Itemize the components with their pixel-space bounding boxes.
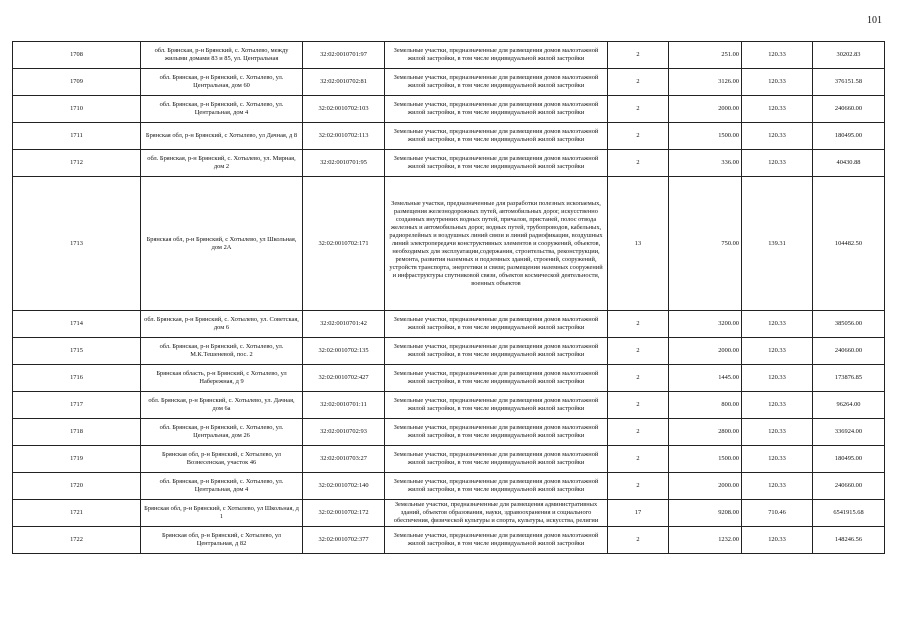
specific-value-cell: 139.31 (742, 177, 813, 311)
use-group-code-cell: 2 (608, 419, 669, 446)
cadastral-value-cell: 30202.83 (813, 42, 885, 69)
use-group-code-cell: 2 (608, 527, 669, 554)
land-use-purpose-cell: Земельные участки, предназначенные для размещения домов малоэтажной жилой застройки, в том числе индивидуальной жилой застройки (385, 150, 608, 177)
address-cell: обл. Брянская, р-н Брянский, с. Хотылево, ул. Центральная, дом 4 (141, 96, 303, 123)
cadastral-number-cell: 32:02:0010702:140 (303, 473, 385, 500)
land-plots-table (12, 41, 885, 554)
row-number-cell: 1718 (13, 419, 141, 446)
land-use-purpose-cell: Земельные участки, предназначенные для размещения домов малоэтажной жилой застройки, в том числе индивидуальной жилой застройки (385, 96, 608, 123)
land-use-purpose-cell: Земельные участки, предназначенные для размещения домов малоэтажной жилой застройки, в том числе индивидуальной жилой застройки (385, 419, 608, 446)
cadastral-number-cell: 32:02:0010702:103 (303, 96, 385, 123)
land-use-purpose-cell: Земельные участки, предназначенные для размещения домов малоэтажной жилой застройки, в том числе индивидуальной жилой застройки (385, 527, 608, 554)
row-number-cell: 1721 (13, 500, 141, 527)
cadastral-number-cell: 32:02:0010702:93 (303, 419, 385, 446)
row-number-cell: 1713 (13, 177, 141, 311)
specific-value-cell: 120.33 (742, 392, 813, 419)
use-group-code-cell: 2 (608, 96, 669, 123)
area-cell: 9208.00 (669, 500, 742, 527)
land-use-purpose-cell: Земельные участки, предназначенные для размещения домов малоэтажной жилой застройки, в том числе индивидуальной жилой застройки (385, 123, 608, 150)
table-row (13, 123, 885, 150)
cadastral-value-cell: 180495.00 (813, 446, 885, 473)
cadastral-value-cell: 240660.00 (813, 338, 885, 365)
table-row (13, 96, 885, 123)
area-cell: 2000.00 (669, 473, 742, 500)
specific-value-cell: 120.33 (742, 69, 813, 96)
cadastral-number-cell: 32:02:0010702:427 (303, 365, 385, 392)
cadastral-value-cell: 180495.00 (813, 123, 885, 150)
cadastral-value-cell: 104482.50 (813, 177, 885, 311)
land-use-purpose-cell: Земельные участки, предназначенные для разработки полезных ископаемых, размещения железнодорожных путей, автомобильных дорог, искусственно созданных внутренних водных путей, причалов, пристаней, полос отвода железных и автомобильных дорог, водных путей, трубопроводов, кабельных, радиорелейных и воздушных линий связи и линий радиофикации, воздушных линий электропередачи конструктивных элементов и сооружений, объектов, необходимых для эксплуатации,содержания, строительства, реконструкции, ремонта, развития наземных и подземных зданий, строений, сооружений, устройств транспорта, энергетики и связи; размещения наземных сооружений и инфраструктуры спутниковой связи, объектов космической деятельности, военных объектов (385, 177, 608, 311)
specific-value-cell: 120.33 (742, 123, 813, 150)
table-row (13, 69, 885, 96)
land-use-purpose-cell: Земельные участки, предназначенные для размещения домов малоэтажной жилой застройки, в том числе индивидуальной жилой застройки (385, 365, 608, 392)
land-use-purpose-cell: Земельные участки, предназначенные для размещения домов малоэтажной жилой застройки, в том числе индивидуальной жилой застройки (385, 392, 608, 419)
cadastral-number-cell: 32:02:0010701:42 (303, 311, 385, 338)
area-cell: 336.00 (669, 150, 742, 177)
row-number-cell: 1717 (13, 392, 141, 419)
land-use-purpose-cell: Земельные участки, предназначенные для размещения домов малоэтажной жилой застройки, в том числе индивидуальной жилой застройки (385, 311, 608, 338)
specific-value-cell: 120.33 (742, 42, 813, 69)
specific-value-cell: 120.33 (742, 446, 813, 473)
row-number-cell: 1722 (13, 527, 141, 554)
address-cell: Брянская обл, р-н Брянский, с Хотылево, ул Школьная, дом 2А (141, 177, 303, 311)
cadastral-value-cell: 240660.00 (813, 473, 885, 500)
table-row (13, 446, 885, 473)
use-group-code-cell: 2 (608, 446, 669, 473)
area-cell: 3200.00 (669, 311, 742, 338)
area-cell: 750.00 (669, 177, 742, 311)
address-cell: Брянская область, р-н Брянский, с Хотылево, ул Набережная, д 9 (141, 365, 303, 392)
use-group-code-cell: 2 (608, 311, 669, 338)
row-number-cell: 1716 (13, 365, 141, 392)
cadastral-number-cell: 32:02:0010702:171 (303, 177, 385, 311)
specific-value-cell: 120.33 (742, 365, 813, 392)
specific-value-cell: 120.33 (742, 150, 813, 177)
land-use-purpose-cell: Земельные участки, предназначенные для размещения домов малоэтажной жилой застройки, в том числе индивидуальной жилой застройки (385, 338, 608, 365)
use-group-code-cell: 17 (608, 500, 669, 527)
table-row (13, 527, 885, 554)
table-row (13, 177, 885, 311)
specific-value-cell: 710.46 (742, 500, 813, 527)
use-group-code-cell: 2 (608, 365, 669, 392)
address-cell: обл. Брянская, р-н Брянский, с. Хотылево, ул. Центральная, дом 26 (141, 419, 303, 446)
row-number-cell: 1714 (13, 311, 141, 338)
land-use-purpose-cell: Земельные участки, предназначенные для размещения домов малоэтажной жилой застройки, в том числе индивидуальной жилой застройки (385, 446, 608, 473)
cadastral-number-cell: 32:02:0010702:172 (303, 500, 385, 527)
cadastral-value-cell: 6541915.68 (813, 500, 885, 527)
land-use-purpose-cell: Земельные участки, предназначенные для размещения административных зданий, объектов образования, науки, здравоохранения и социального обеспечения, физической культуры и спорта, культуры, искусства, религии (385, 500, 608, 527)
use-group-code-cell: 2 (608, 69, 669, 96)
row-number-cell: 1715 (13, 338, 141, 365)
table-row (13, 311, 885, 338)
use-group-code-cell: 2 (608, 150, 669, 177)
table-row (13, 473, 885, 500)
use-group-code-cell: 2 (608, 123, 669, 150)
address-cell: обл. Брянская, р-н Брянский, с. Хотылево, ул. Мирная, дом 2 (141, 150, 303, 177)
area-cell: 251.00 (669, 42, 742, 69)
area-cell: 1500.00 (669, 123, 742, 150)
cadastral-value-cell: 240660.00 (813, 96, 885, 123)
specific-value-cell: 120.33 (742, 473, 813, 500)
cadastral-number-cell: 32:02:0010701:97 (303, 42, 385, 69)
table-row (13, 42, 885, 69)
address-cell: обл. Брянская, р-н Брянский, с. Хотылево, ул. Дачная, дом 6а (141, 392, 303, 419)
page-number: 101 (867, 15, 882, 26)
table-row (13, 500, 885, 527)
land-use-purpose-cell: Земельные участки, предназначенные для размещения домов малоэтажной жилой застройки, в том числе индивидуальной жилой застройки (385, 69, 608, 96)
row-number-cell: 1710 (13, 96, 141, 123)
cadastral-value-cell: 96264.00 (813, 392, 885, 419)
specific-value-cell: 120.33 (742, 527, 813, 554)
row-number-cell: 1720 (13, 473, 141, 500)
row-number-cell: 1711 (13, 123, 141, 150)
table-body (13, 42, 885, 554)
use-group-code-cell: 2 (608, 392, 669, 419)
use-group-code-cell: 2 (608, 473, 669, 500)
address-cell: Брянская обл, р-н Брянский, с Хотылево, ул Вознесенская, участок 46 (141, 446, 303, 473)
table-row (13, 392, 885, 419)
cadastral-number-cell: 32:02:0010702:135 (303, 338, 385, 365)
use-group-code-cell: 2 (608, 42, 669, 69)
area-cell: 2800.00 (669, 419, 742, 446)
cadastral-number-cell: 32:02:0010701:95 (303, 150, 385, 177)
table-row (13, 338, 885, 365)
use-group-code-cell: 13 (608, 177, 669, 311)
row-number-cell: 1719 (13, 446, 141, 473)
area-cell: 1500.00 (669, 446, 742, 473)
address-cell: обл. Брянская, р-н Брянский, с. Хотылево, между жилыми домами 83 и 85, ул. Центральная (141, 42, 303, 69)
area-cell: 3126.00 (669, 69, 742, 96)
address-cell: обл. Брянская, р-н Брянский, с. Хотылево, ул. Советская, дом 6 (141, 311, 303, 338)
cadastral-value-cell: 148246.56 (813, 527, 885, 554)
address-cell: обл. Брянская, р-н Брянский, с. Хотылево, ул. М.К.Тешеневой, пос. 2 (141, 338, 303, 365)
address-cell: Брянская обл, р-н Брянский, с Хотылево, ул Дачная, д 8 (141, 123, 303, 150)
specific-value-cell: 120.33 (742, 311, 813, 338)
cadastral-number-cell: 32:02:0010702:113 (303, 123, 385, 150)
land-use-purpose-cell: Земельные участки, предназначенные для размещения домов малоэтажной жилой застройки, в том числе индивидуальной жилой застройки (385, 42, 608, 69)
cadastral-value-cell: 336924.00 (813, 419, 885, 446)
table-row (13, 365, 885, 392)
area-cell: 2000.00 (669, 96, 742, 123)
address-cell: обл. Брянская, р-н Брянский, с. Хотылево, ул. Центральная, дом 4 (141, 473, 303, 500)
row-number-cell: 1712 (13, 150, 141, 177)
area-cell: 2000.00 (669, 338, 742, 365)
land-use-purpose-cell: Земельные участки, предназначенные для размещения домов малоэтажной жилой застройки, в том числе индивидуальной жилой застройки (385, 473, 608, 500)
cadastral-value-cell: 376151.58 (813, 69, 885, 96)
cadastral-number-cell: 32:02:0010702:377 (303, 527, 385, 554)
table-row (13, 419, 885, 446)
address-cell: Брянская обл, р-н Брянский, с Хотылево, ул Школьная, д 1 (141, 500, 303, 527)
area-cell: 1232.00 (669, 527, 742, 554)
cadastral-value-cell: 40430.88 (813, 150, 885, 177)
specific-value-cell: 120.33 (742, 419, 813, 446)
row-number-cell: 1708 (13, 42, 141, 69)
cadastral-value-cell: 385056.00 (813, 311, 885, 338)
area-cell: 1445.00 (669, 365, 742, 392)
cadastral-number-cell: 32:02:0010701:11 (303, 392, 385, 419)
cadastral-number-cell: 32:02:0010703:27 (303, 446, 385, 473)
table-row (13, 150, 885, 177)
use-group-code-cell: 2 (608, 338, 669, 365)
row-number-cell: 1709 (13, 69, 141, 96)
cadastral-number-cell: 32:02:0010702:81 (303, 69, 385, 96)
address-cell: Брянская обл, р-н Брянский, с Хотылево, ул Центральная, д 82 (141, 527, 303, 554)
address-cell: обл. Брянская, р-н Брянский, с. Хотылево, ул. Центральная, дом 60 (141, 69, 303, 96)
cadastral-value-cell: 173876.85 (813, 365, 885, 392)
area-cell: 800.00 (669, 392, 742, 419)
specific-value-cell: 120.33 (742, 338, 813, 365)
specific-value-cell: 120.33 (742, 96, 813, 123)
